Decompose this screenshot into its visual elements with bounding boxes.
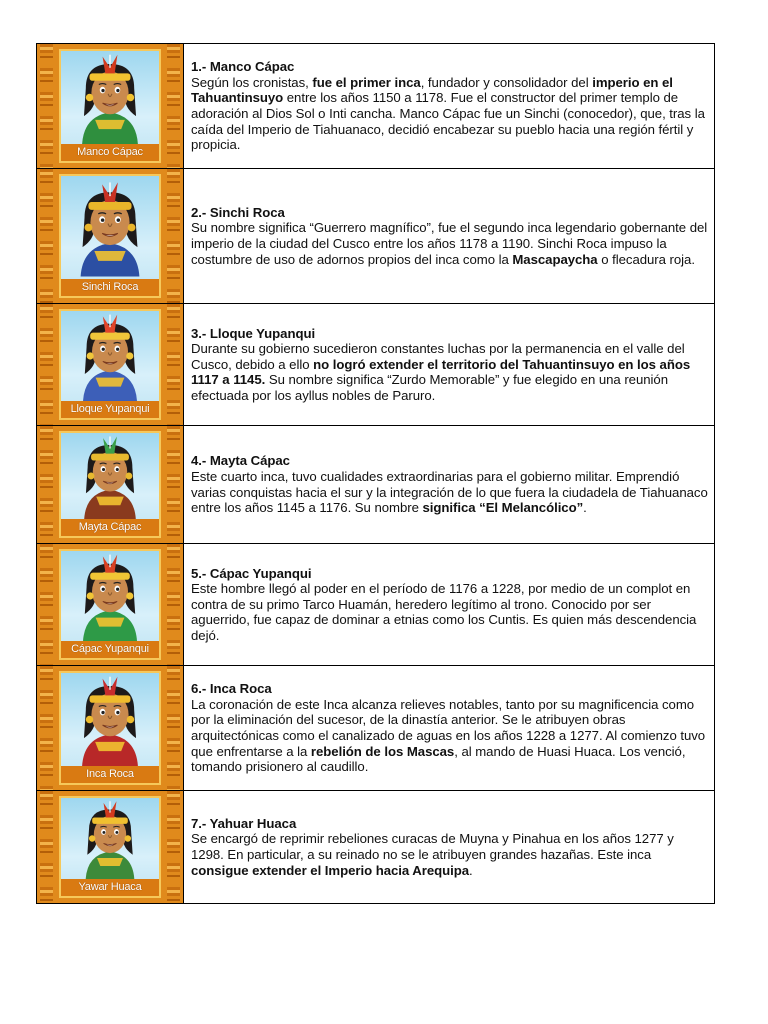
inca-pattern-border bbox=[40, 791, 53, 903]
body-text: Según los cronistas, bbox=[191, 74, 313, 90]
ruler-description bbox=[191, 831, 708, 878]
inca-pattern-border bbox=[40, 544, 53, 665]
emphasis-text: imperio en el Tahuantinsuyo bbox=[191, 74, 673, 106]
ruler-title: 4.- Mayta Cápac bbox=[191, 453, 290, 469]
inca-pattern-border bbox=[40, 169, 53, 303]
body-text: . bbox=[583, 500, 587, 516]
ruler-description bbox=[191, 581, 708, 643]
inca-pattern-border bbox=[40, 666, 53, 790]
inca-portrait-icon bbox=[61, 176, 159, 279]
portrait-cell bbox=[37, 666, 184, 790]
inca-pattern-border bbox=[167, 169, 180, 303]
body-text: entre los años 1150 a 1178. Fue el constructor del primer templo de adoración al Dios Sol o Inti cancha. Manco Cápac fue un Sinchi (conocedor), que, tras la caída del Imperio de Tiahuanaco, decidió encabezar su pueblo hacia una región fértil y propicia. bbox=[191, 90, 705, 153]
body-text: o flecadura roja. bbox=[597, 251, 695, 267]
inca-pattern-border bbox=[167, 304, 180, 425]
portrait-caption: Mayta Cápac bbox=[61, 519, 159, 536]
inca-rulers-table bbox=[36, 43, 715, 904]
ruler-title: 7.- Yahuar Huaca bbox=[191, 815, 297, 831]
portrait-frame bbox=[59, 796, 161, 898]
portrait-frame bbox=[59, 549, 161, 660]
inca-portrait-icon bbox=[61, 673, 159, 766]
ruler-row bbox=[37, 169, 714, 304]
inca-portrait-icon bbox=[61, 51, 159, 144]
body-text: Este cuarto inca, tuvo cualidades extraordinarias para el gobierno militar. Emprendió varias conquistas hacia el sur y la integración de lo que fuera la ciudadela de Tiahuanaco entre los años 1145 a 1176. Su nombre bbox=[191, 468, 708, 516]
inca-pattern-border bbox=[167, 666, 180, 790]
inca-portrait-icon bbox=[61, 433, 159, 519]
portrait-cell bbox=[37, 544, 184, 665]
inca-pattern-border bbox=[167, 426, 180, 543]
portrait-caption: Lloque Yupanqui bbox=[61, 401, 159, 418]
body-text: Este hombre llegó al poder en el período de 1176 a 1228, por medio de un complot en contra de su primo Tarco Huamán, heredero legítimo al trono. Conocido por ser aguerrido, fue capaz de dominar a etnias como los Cuntis. Es quien más descendencia dejó. bbox=[191, 581, 697, 643]
portrait-frame bbox=[59, 431, 161, 538]
emphasis-text: significa “El Melancólico” bbox=[422, 500, 584, 516]
portrait-caption: Sinchi Roca bbox=[61, 279, 159, 296]
emphasis-text: rebelión de los Mascas bbox=[310, 743, 455, 759]
portrait-cell bbox=[37, 169, 184, 303]
body-text: , fundador y consolidador del bbox=[420, 74, 593, 90]
ruler-row bbox=[37, 791, 714, 904]
ruler-title: 2.- Sinchi Roca bbox=[191, 204, 285, 220]
portrait-caption: Cápac Yupanqui bbox=[61, 641, 159, 658]
ruler-text bbox=[184, 544, 714, 665]
ruler-row bbox=[37, 544, 714, 666]
body-text: Se encargó de reprimir rebeliones curacas de Muyna y Pinahua en los años 1277 y 1298. En particular, a su reinado no se le atribuyen grandes hazañas. Este inca bbox=[191, 831, 674, 862]
inca-pattern-border bbox=[40, 304, 53, 425]
portrait-caption: Inca Roca bbox=[61, 766, 159, 783]
portrait-cell bbox=[37, 426, 184, 543]
inca-portrait-icon bbox=[61, 311, 159, 401]
body-text: Su nombre significa “Guerrero magnífico”, fue el segundo inca legendario gobernante del imperio de la ciudad del Cusco entre los años 1178 a 1190. Sinchi Roca impuso la costumbre de uso de adornos propios del inca como la bbox=[191, 220, 708, 267]
ruler-title: 1.- Manco Cápac bbox=[191, 59, 295, 75]
portrait-frame bbox=[59, 174, 161, 298]
portrait-frame bbox=[59, 671, 161, 785]
emphasis-text: fue el primer inca bbox=[312, 74, 421, 90]
inca-portrait-icon bbox=[61, 551, 159, 641]
ruler-row bbox=[37, 304, 714, 426]
inca-pattern-border bbox=[167, 544, 180, 665]
inca-pattern-border bbox=[40, 426, 53, 543]
body-text: . bbox=[469, 862, 473, 878]
portrait-cell bbox=[37, 304, 184, 425]
ruler-title: 6.- Inca Roca bbox=[191, 681, 272, 697]
inca-pattern-border bbox=[40, 44, 53, 168]
inca-pattern-border bbox=[167, 791, 180, 903]
ruler-description bbox=[191, 220, 708, 267]
ruler-text bbox=[184, 304, 714, 425]
portrait-frame bbox=[59, 309, 161, 420]
emphasis-text: consigue extender el Imperio hacia Arequipa bbox=[191, 862, 470, 878]
ruler-text bbox=[184, 44, 714, 168]
portrait-caption: Yawar Huaca bbox=[61, 879, 159, 896]
ruler-text bbox=[184, 791, 714, 903]
ruler-description bbox=[191, 469, 708, 516]
ruler-description bbox=[191, 341, 708, 403]
body-text: , al mando de Huasi Huaca. Los venció, tomando prisionero al caudillo. bbox=[191, 743, 686, 775]
ruler-text bbox=[184, 666, 714, 790]
portrait-caption: Manco Cápac bbox=[61, 144, 159, 161]
ruler-row bbox=[37, 666, 714, 791]
ruler-text bbox=[184, 169, 714, 303]
portrait-frame bbox=[59, 49, 161, 163]
ruler-title: 3.- Lloque Yupanqui bbox=[191, 325, 316, 341]
body-text: La coronación de este Inca alcanza relieves notables, tanto por su magnificencia como por la eliminación del sucesor, de la dinastía anterior. Se le atribuyen obras arquitectónicas como el canalizado de aguas en los años 1228 a 1277. Al comienzo tuvo que enfrentarse a la bbox=[191, 696, 706, 759]
portrait-cell bbox=[37, 791, 184, 903]
emphasis-text: no logró extender el territorio del Tahuantinsuyo en los años 1117 a 1145. bbox=[191, 356, 691, 388]
ruler-text bbox=[184, 426, 714, 543]
ruler-description bbox=[191, 75, 708, 153]
ruler-row bbox=[37, 44, 714, 169]
body-text: Durante su gobierno sucedieron constantes luchas por la permanencia en el valle del Cusco, debido a ello bbox=[191, 341, 685, 372]
body-text: Su nombre significa “Zurdo Memorable” y fue elegido en una reunión efectuada por los ayllus nobles de Paruro. bbox=[191, 372, 668, 403]
ruler-title: 5.- Cápac Yupanqui bbox=[191, 565, 312, 581]
emphasis-text: Mascapaycha bbox=[512, 251, 598, 267]
portrait-cell bbox=[37, 44, 184, 168]
ruler-description bbox=[191, 697, 708, 775]
inca-portrait-icon bbox=[61, 798, 159, 879]
inca-pattern-border bbox=[167, 44, 180, 168]
ruler-row bbox=[37, 426, 714, 544]
